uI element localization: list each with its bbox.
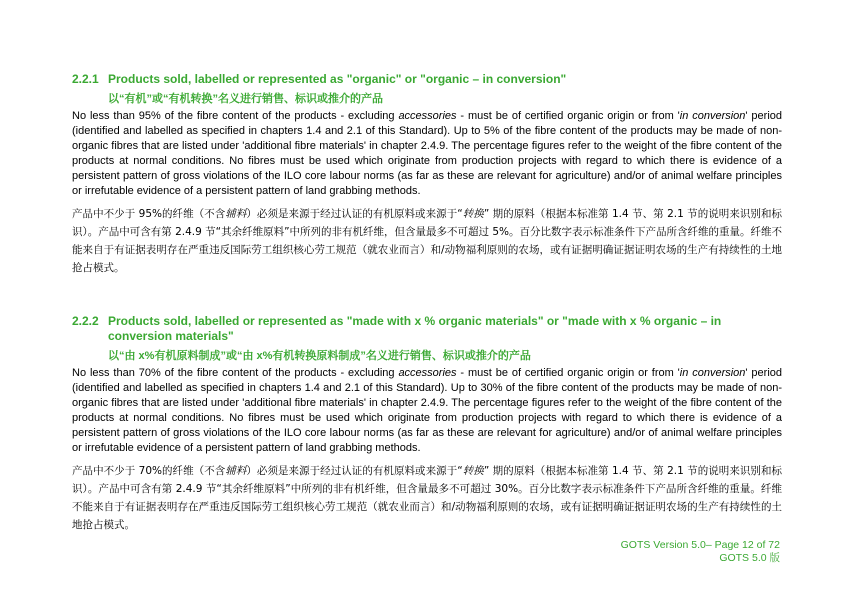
english-paragraph <box>72 109 782 199</box>
section-title: Products sold, labelled or represented as "made with x % organic materials" or "made with x % organic – in conversion materials" <box>108 314 722 343</box>
section-heading <box>72 314 782 344</box>
italic-term: 辅料 <box>225 465 247 477</box>
italic-term: in conversion <box>679 367 746 379</box>
section-number: 2.2.1 <box>72 72 99 86</box>
text-run: - must be of certified organic origin or from ' <box>456 110 680 122</box>
chinese-paragraph <box>72 462 782 534</box>
text-run: ' period (identified and labelled as specified in chapters 1.4 and 2.1 of this Standard). Up to 30% of the fibre content of the products may be made of non-organic fibres that are listed under 'additional fibre materials' in chapter 2.4.9. The percentage figures refer to the weight of the fibre content of the products at normal conditions. No fibres must be used which originate from production projects with regard to which there is evidence of a persistent pattern of gross violations of the ILO core labour norms (as far as these are relevant for agriculture) and/or of animal welfare principles or irrefutable evidence of a persistent pattern of land grabbing methods. <box>72 367 782 454</box>
italic-term: in conversion <box>679 110 746 122</box>
text-run: 产品中不少于 95%的纤维（不含 <box>72 208 226 220</box>
italic-term: accessories <box>398 110 457 122</box>
section-2-2-2 <box>72 314 782 534</box>
italic-term: 转换 <box>462 208 484 220</box>
text-run: ）必须是来源于经过认证的有机原料或来源于“ <box>246 465 463 477</box>
text-run: ” 期的原料（根据本标准第 1.4 节、第 2.1 节的说明来识别和标识）。产品中可含有第 2.4.9 节“其余纤维原料”中所列的非有机纤维，但含量最多不可超过 30%。百分比数字表示标准条件下产品所含纤维的重量。纤维不能来自于有证据表明存在严重违反国际劳工组织核心劳工规范（就农业而言）和/动物福利原则的农场，或有证据明确证据证明农场的生产有持续性的土地抢占模式。 <box>72 465 782 531</box>
text-run: ” 期的原料（根据本标准第 1.4 节、第 2.1 节的说明来识别和标识）。产品中可含有第 2.4.9 节“其余纤维原料”中所列的非有机纤维，但含量最多不可超过 5%。百分比数字表示标准条件下产品所含纤维的重量。纤维不能来自于有证据表明存在严重违反国际劳工组织核心劳工规范（就农业而言）和/动物福利原则的农场，或有证据明确证据证明农场的生产有持续性的土地抢占模式。 <box>72 208 783 274</box>
text-run: ' period (identified and labelled as specified in chapters 1.4 and 2.1 of this Standard). Up to 5% of the fibre content of the products may be made of non-organic fibres that are listed under 'additional fibre materials' in chapter 2.4.9. The percentage figures refer to the weight of the fibre content of the products at normal conditions. No fibres must be used which originate from production projects with regard to which there is evidence of a persistent pattern of gross violations of the ILO core labour norms (as far as these are relevant for agriculture) and/or of animal welfare principles or irrefutable evidence of a persistent pattern of land grabbing methods. <box>72 110 782 197</box>
page-footer <box>530 539 780 565</box>
footer-page-number: GOTS Version 5.0– Page 12 of 72 <box>620 539 780 551</box>
italic-term: accessories <box>398 367 457 379</box>
text-run: ）必须是来源于经过认证的有机原料或来源于“ <box>246 208 463 220</box>
english-paragraph <box>72 366 782 456</box>
section-number: 2.2.2 <box>72 314 99 328</box>
chinese-paragraph <box>72 205 782 277</box>
section-2-2-1 <box>72 72 782 277</box>
italic-term: 辅料 <box>225 208 247 220</box>
section-heading <box>72 72 782 87</box>
section-title: Products sold, labelled or represented as "organic" or "organic – in conversion" <box>108 72 567 86</box>
text-run: - must be of certified organic origin or from ' <box>456 367 680 379</box>
italic-term: 转换 <box>462 465 484 477</box>
text-run: No less than 70% of the fibre content of the products - excluding <box>72 367 399 379</box>
footer-version-zh: GOTS 5.0 版 <box>719 552 780 564</box>
section-title-zh: 以“有机”或“有机转换”名义进行销售、标识或推介的产品 <box>108 93 383 105</box>
section-title-zh: 以“由 x%有机原料制成”或“由 x%有机转换原料制成”名义进行销售、标识或推介的产品 <box>108 350 531 362</box>
text-run: No less than 95% of the fibre content of the products - excluding <box>72 110 399 122</box>
text-run: 产品中不少于 70%的纤维（不含 <box>72 465 226 477</box>
